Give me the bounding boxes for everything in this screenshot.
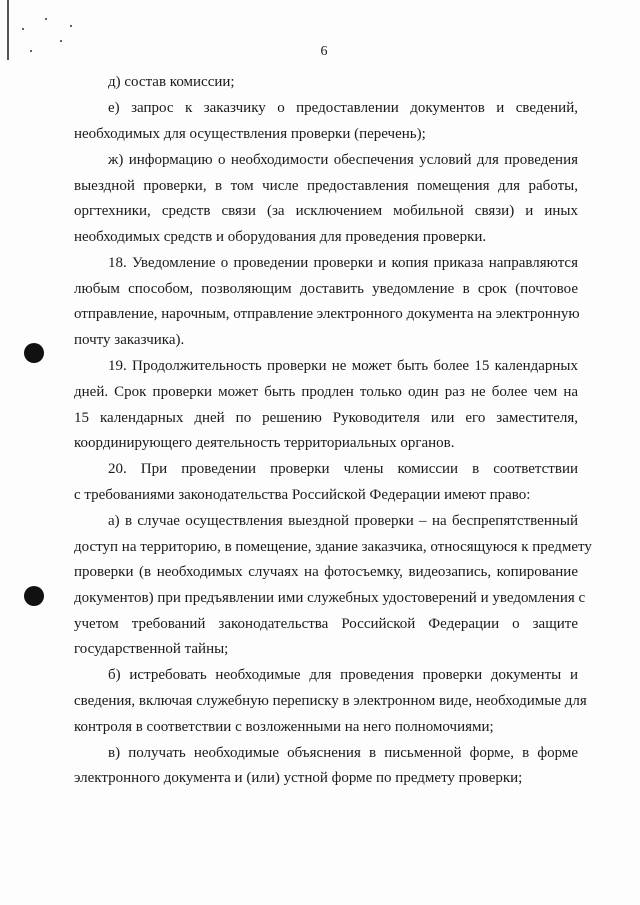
text-line: доступ на территорию, в помещение, здание заказчика, относящуюся к предмету: [74, 539, 592, 555]
punch-hole-top: [24, 343, 44, 363]
paragraph-18: 18. Уведомление о проведении проверки и копия приказа направляются: [108, 255, 578, 271]
text-line: 15 календарных дней по решению Руководителя или его заместителя,: [74, 410, 578, 426]
page-number: 6: [320, 44, 328, 59]
text-line: любым способом, позволяющим доставить уведомление в срок (почтовое: [74, 281, 578, 297]
text-line: контроля в соответствии с возложенными на него полномочиями;: [74, 719, 494, 735]
text-line: с требованиями законодательства Российской Федерации имеют право:: [74, 487, 531, 503]
text-line: необходимых для осуществления проверки (перечень);: [74, 126, 426, 142]
text-line: необходимых средств и оборудования для проведения проверки.: [74, 229, 487, 245]
text-line: электронного документа и (или) устной форме по предмету проверки;: [74, 770, 523, 786]
list-item-e: е) запрос к заказчику о предоставлении документов и сведений,: [108, 100, 578, 116]
text-line: отправление, нарочным, отправление электронного документа на электронную: [74, 306, 580, 322]
scan-speck: [70, 25, 72, 27]
text-line: дней. Срок проверки может быть продлен только один раз не более чем на: [74, 384, 578, 400]
text-line: проверки (в необходимых случаях на фотосъемку, видеозапись, копирование: [74, 564, 578, 580]
scan-speck: [60, 40, 62, 42]
scan-speck: [22, 28, 24, 30]
punch-hole-bottom: [24, 586, 44, 606]
text-line: учетом требований законодательства Российской Федерации о защите: [74, 616, 578, 632]
list-item-zh: ж) информацию о необходимости обеспечения условий для проведения: [108, 152, 578, 168]
text-line: координирующего деятельность территориальных органов.: [74, 435, 455, 451]
list-item-d: д) состав комиссии;: [108, 74, 235, 90]
paragraph-20: 20. При проведении проверки члены комиссии в соответствии: [108, 461, 578, 477]
text-line: сведения, включая служебную переписку в электронном виде, необходимые для: [74, 693, 587, 709]
list-item-b: б) истребовать необходимые для проведения проверки документы и: [108, 667, 578, 683]
text-line: государственной тайны;: [74, 641, 229, 657]
text-line: оргтехники, средств связи (за исключением мобильной связи) и иных: [74, 203, 578, 219]
text-line: почту заказчика).: [74, 332, 185, 348]
text-line: документов) при предъявлении ими служебных удостоверений и уведомления с: [74, 590, 586, 606]
list-item-a: а) в случае осуществления выездной проверки – на беспрепятственный: [108, 513, 578, 529]
paragraph-19: 19. Продолжительность проверки не может быть более 15 календарных: [108, 358, 578, 374]
text-line: выездной проверки, в том числе предоставления помещения для работы,: [74, 178, 578, 194]
scan-speck: [45, 18, 47, 20]
list-item-v: в) получать необходимые объяснения в письменной форме, в форме: [108, 745, 578, 761]
